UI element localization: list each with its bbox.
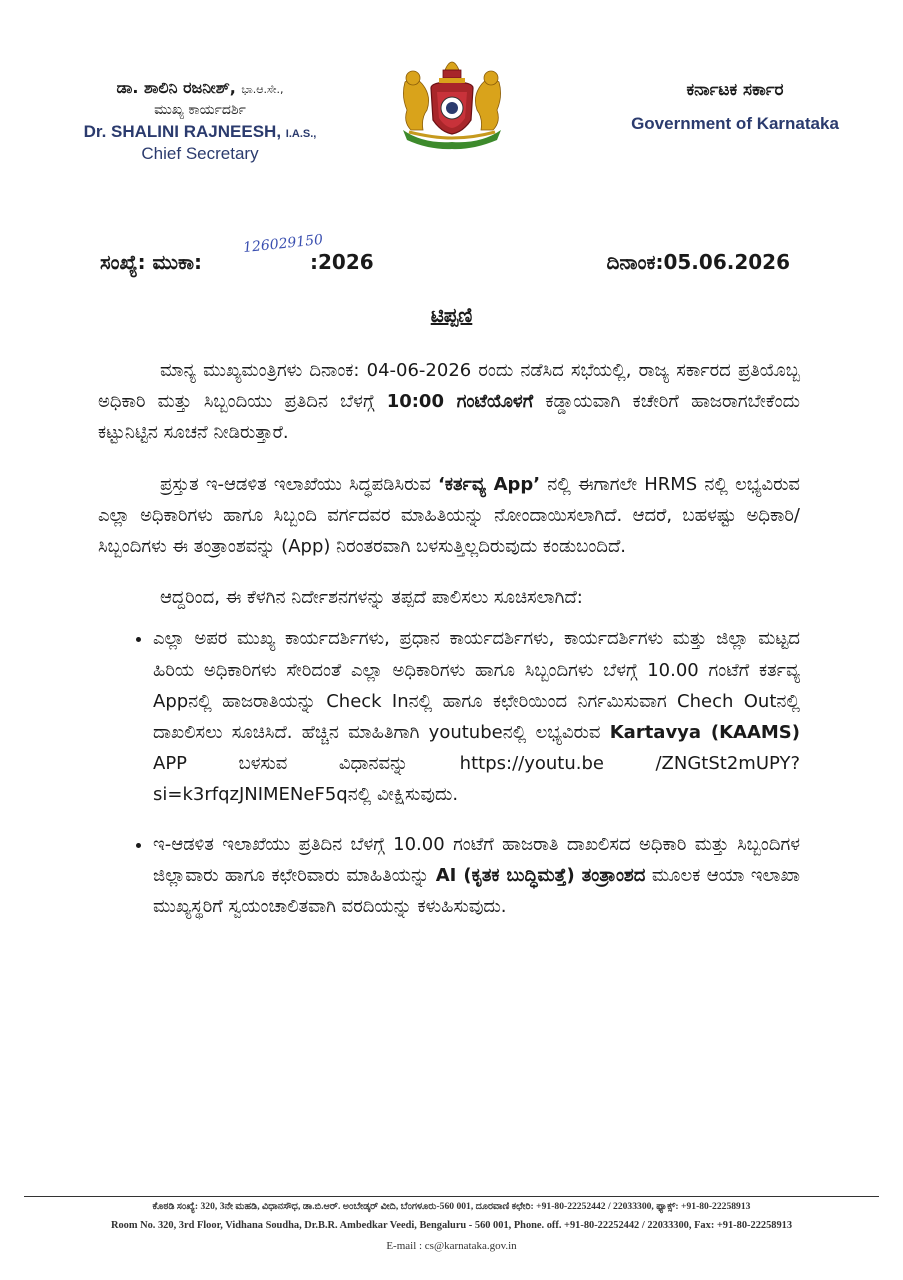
reference-year: :2026	[310, 250, 374, 274]
footer-address-kannada: ಕೊಠಡಿ ಸಂಖ್ಯೆ: 320, 3ನೇ ಮಹಡಿ, ವಿಧಾನಸೌಧ, ಡಾ.ಬಿ.ಆರ್. ಅಂಬೇಡ್ಕರ್ ವೀದಿ, ಬೆಂಗಳೂರು-560 001, ದೂರವಾಣಿ ಕಛೇರಿ: +91-80-22252442 / 22033300, ಫ್ಯಾಕ್ಸ್: +91-80-22258913	[152, 1201, 751, 1212]
official-title-english: Chief Secretary	[141, 144, 259, 163]
letterhead-left	[40, 78, 360, 164]
government-english: Government of Karnataka	[631, 114, 839, 133]
government-kannada: ಕರ್ನಾಟಕ ಸರ್ಕಾರ	[686, 80, 784, 100]
karnataka-emblem-icon	[393, 52, 511, 152]
list-item: • ಎಲ್ಲಾ ಅಪರ ಮುಖ್ಯ ಕಾರ್ಯದರ್ಶಿಗಳು, ಪ್ರಧಾನ ಕಾರ್ಯದರ್ಶಿಗಳು, ಕಾರ್ಯದರ್ಶಿಗಳು ಮತ್ತು ಜಿಲ್ಲಾ ಮಟ್ಟದ ಹಿರಿಯ ಅಧಿಕಾರಿಗಳು ಸೇರಿದಂತೆ ಎಲ್ಲಾ ಅಧಿಕಾರಿಗಳು ಹಾಗೂ ಸಿಬ್ಬಂದಿಗಳು ಬೆಳಗ್ಗೆ 10.00 ಗಂಟೆಗೆ ಕರ್ತವ್ಯ Appನಲ್ಲಿ ಹಾಜರಾತಿಯನ್ನು Check Inನಲ್ಲಿ ಹಾಗೂ ಕಛೇರಿಯಿಂದ ನಿರ್ಗಮಿಸುವಾಗ Chech Outನಲ್ಲಿ ದಾಖಲಿಸಲು ಸೂಚಿಸಿದೆ. ಹೆಚ್ಚಿನ ಮಾಹಿತಿಗಾಗಿ youtubeನಲ್ಲಿ ಲಭ್ಯವಿರುವ Kartavya (KAAMS) APP ಬಳಸುವ ವಿಧಾನವನ್ನು https://youtu.be /ZNGtSt2mUPY?si=k3rfqzJNIMENeF5qನಲ್ಲಿ ವೀಕ್ಷಿಸುವುದು.	[153, 623, 800, 810]
official-title-kannada: ಮುಖ್ಯ ಕಾರ್ಯದರ್ಶಿ	[154, 102, 246, 118]
official-name-english: Dr. SHALINI RAJNEESH, I.A.S.,	[83, 122, 317, 141]
reference-label: ಸಂಖ್ಯೆ: ಮುಕಾ:	[100, 250, 202, 274]
paragraph-3: ಆದ್ದರಿಂದ, ಈ ಕೆಳಗಿನ ನಿರ್ದೇಶನಗಳನ್ನು ತಪ್ಪದೆ ಪಾಲಿಸಲು ಸೂಚಿಸಲಾಗಿದೆ:	[160, 587, 583, 609]
paragraph-1: ಮಾನ್ಯ ಮುಖ್ಯಮಂತ್ರಿಗಳು ದಿನಾಂಕ: 04-06-2026 ರಂದು ನಡೆಸಿದ ಸಭೆಯಲ್ಲಿ, ರಾಜ್ಯ ಸರ್ಕಾರದ ಪ್ರತಿಯೊಬ್ಬ ಅಧಿಕಾರಿ ಮತ್ತು ಸಿಬ್ಬಂದಿಯು ಪ್ರತಿದಿನ ಬೆಳಗ್ಗೆ 10:00 ಗಂಟೆಯೊಳಗೆ ಕಡ್ಡಾಯವಾಗಿ ಕಚೇರಿಗೆ ಹಾಜರಾಗಬೇಕೆಂದು ಕಟ್ಟುನಿಟ್ಟಿನ ಸೂಚನೆ ನೀಡಿರುತ್ತಾರೆ.	[98, 360, 800, 444]
paragraph-2: ಪ್ರಸ್ತುತ ಇ-ಆಡಳಿತ ಇಲಾಖೆಯು ಸಿದ್ಧಪಡಿಸಿರುವ ‘ಕರ್ತವ್ಯ App’ ನಲ್ಲಿ ಈಗಾಗಲೇ HRMS ನಲ್ಲಿ ಲಭ್ಯವಿರುವ ಎಲ್ಲಾ ಅಧಿಕಾರಿಗಳು ಹಾಗೂ ಸಿಬ್ಬಂದಿ ವರ್ಗದವರ ಮಾಹಿತಿಯನ್ನು ನೋಂದಾಯಿಸಲಾಗಿದೆ. ಆದರೆ, ಬಹಳಷ್ಟು ಅಧಿಕಾರಿ/ಸಿಬ್ಬಂದಿಗಳು ಈ ತಂತ್ರಾಂಶವನ್ನು (App) ನಿರಂತರವಾಗಿ ಬಳಸುತ್ತಿಲ್ಲದಿರುವುದು ಕಂಡುಬಂದಿದೆ.	[98, 473, 800, 558]
footer-address-english: Room No. 320, 3rd Floor, Vidhana Soudha, Dr.B.R. Ambedkar Veedi, Bengaluru - 560 001, Phone. off. +91-80-22252442 / 22033300, Fax: +91-80-22258913	[110, 1220, 793, 1231]
footer-email: E-mail : cs@karnataka.gov.in	[386, 1240, 517, 1252]
handwritten-reference-number: 126029150	[242, 231, 324, 257]
document-body	[98, 355, 800, 940]
document-subject: ಟಿಪ್ಪಣಿ	[430, 303, 473, 327]
footer-divider	[24, 1196, 879, 1197]
letterhead-right	[600, 80, 870, 134]
list-item: • ಇ-ಆಡಳಿತ ಇಲಾಖೆಯು ಪ್ರತಿದಿನ ಬೆಳಗ್ಗೆ 10.00 ಗಂಟೆಗೆ ಹಾಜರಾತಿ ದಾಖಲಿಸದ ಅಧಿಕಾರಿ ಮತ್ತು ಸಿಬ್ಬಂದಿಗಳ ಜಿಲ್ಲಾವಾರು ಹಾಗೂ ಕಛೇರಿವಾರು ಮಾಹಿತಿಯನ್ನು AI (ಕೃತಕ ಬುದ್ಧಿಮತ್ತೆ) ತಂತ್ರಾಂಶದ ಮೂಲಕ ಆಯಾ ಇಲಾಖಾ ಮುಖ್ಯಸ್ಥರಿಗೆ ಸ್ವಯಂಚಾಲಿತವಾಗಿ ವರದಿಯನ್ನು ಕಳುಹಿಸುವುದು.	[153, 829, 800, 923]
reference-row	[100, 231, 790, 282]
official-name-kannada: ಡಾ. ಶಾಲಿನಿ ರಜನೀಶ್, ಭಾ.ಆ.ಸೇ.,	[116, 78, 284, 97]
document-date: ದಿನಾಂಕ:05.06.2026	[606, 250, 790, 274]
directives-list	[98, 623, 800, 922]
